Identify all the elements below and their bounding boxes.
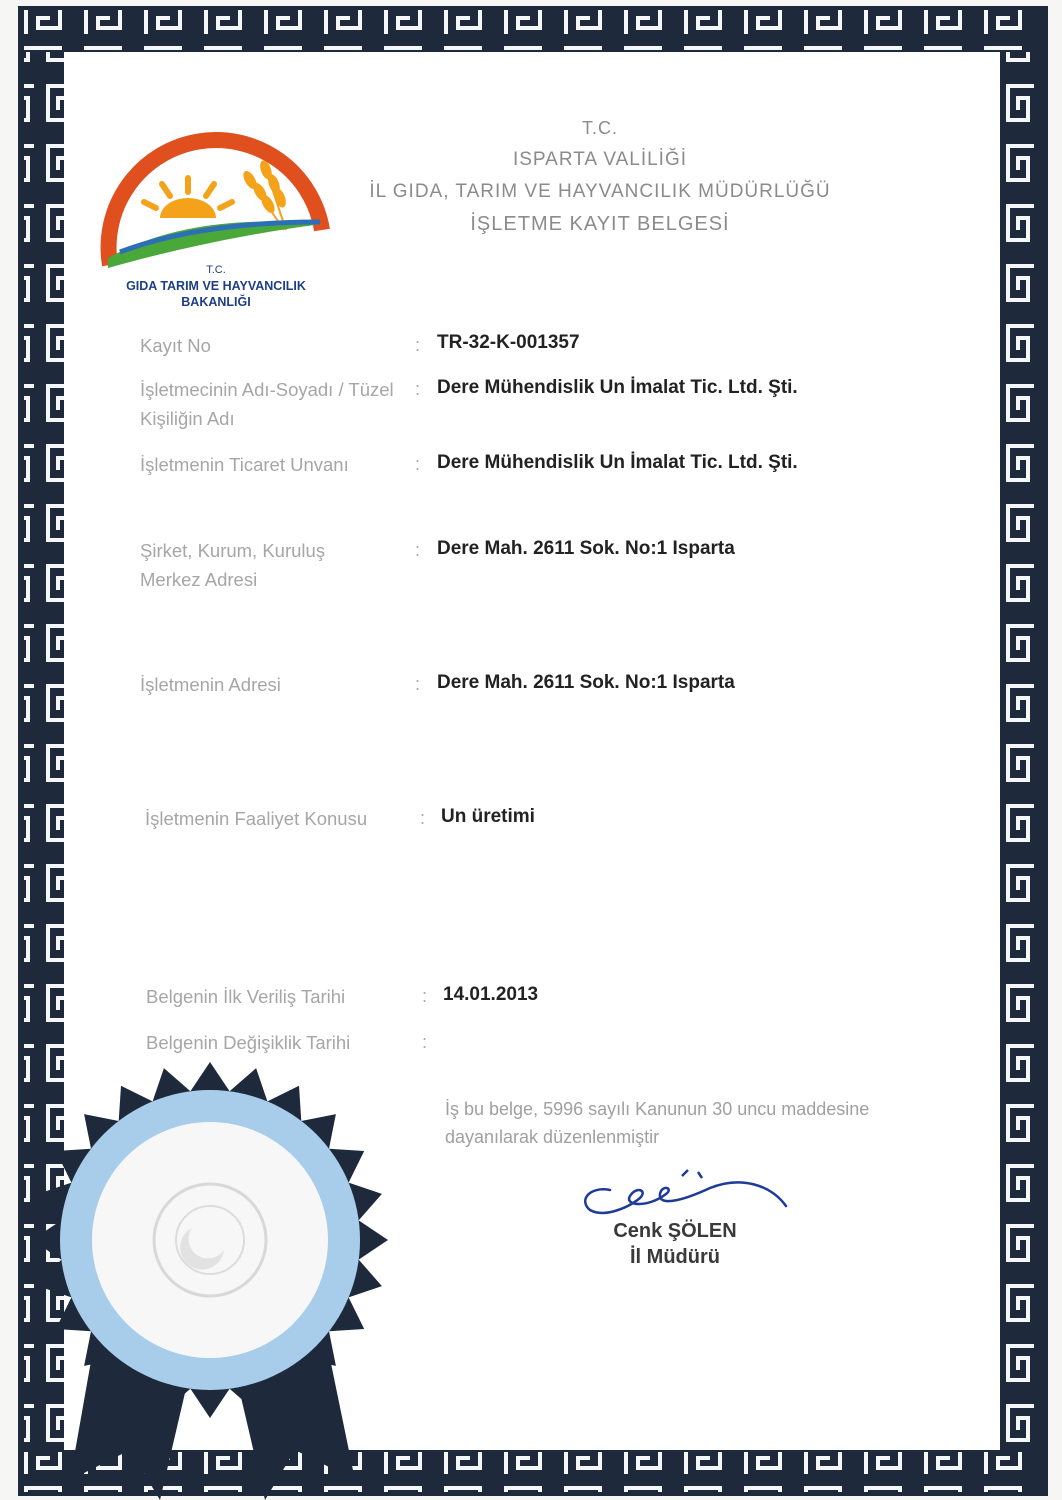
field-value-business-address: Dere Mah. 2611 Sok. No:1 Isparta	[437, 672, 735, 693]
logo-caption	[100, 262, 332, 310]
field-label-business-address: İşletmenin Adresi	[140, 674, 281, 695]
sun-icon	[144, 178, 232, 218]
header-line-1: T.C.	[581, 118, 618, 138]
document-header	[330, 112, 870, 240]
logo-org-suffix: BAKANLIĞI	[181, 295, 251, 309]
field-colon: :	[422, 1032, 428, 1052]
embossed-seal	[20, 1060, 400, 1500]
field-colon: :	[415, 540, 421, 560]
header-line-2: ISPARTA VALİLİĞİ	[512, 149, 688, 170]
field-label-first-issue-date: Belgenin İlk Veriliş Tarihi	[146, 986, 346, 1007]
field-colon: :	[415, 454, 421, 474]
field-colon: :	[415, 674, 421, 694]
signer-title: İl Müdürü	[630, 1246, 720, 1268]
field-colon: :	[415, 379, 421, 399]
signer-block	[590, 1218, 760, 1270]
field-label-head-office-address: Şirket, Kurum, Kuruluş Merkez Adresi	[140, 540, 326, 590]
field-value-registration-no: TR-32-K-001357	[437, 332, 580, 353]
signer-name: Cenk ŞÖLEN	[613, 1220, 737, 1242]
field-colon: :	[422, 986, 428, 1006]
field-value-head-office-address: Dere Mah. 2611 Sok. No:1 Isparta	[437, 538, 735, 559]
field-label-trade-name: İşletmenin Ticaret Unvanı	[140, 454, 349, 475]
logo-org-name: GIDA TARIM VE HAYVANCILIK	[126, 279, 306, 293]
document-title: İŞLETME KAYIT BELGESİ	[470, 213, 730, 235]
field-label-activity: İşletmenin Faaliyet Konusu	[145, 808, 368, 829]
field-label-operator-name: İşletmecinin Adı-Soyadı / Tüzel Kişiliğin Adı	[140, 379, 394, 429]
field-colon: :	[415, 335, 421, 355]
field-label-modification-date: Belgenin Değişiklik Tarihi	[146, 1032, 351, 1053]
field-value-operator-name: Dere Mühendislik Un İmalat Tic. Ltd. Şti.	[437, 377, 798, 398]
field-colon: :	[420, 808, 426, 828]
field-value-activity: Un üretimi	[441, 806, 535, 827]
field-value-first-issue-date: 14.01.2013	[443, 984, 539, 1005]
header-line-3: İL GIDA, TARIM VE HAYVANCILIK MÜDÜRLÜĞÜ	[369, 181, 831, 202]
rosette-icon	[32, 1062, 388, 1418]
logo-org-prefix: T.C.	[206, 264, 226, 276]
field-label-registration-no: Kayıt No	[140, 335, 211, 356]
legal-footnote: İş bu belge, 5996 sayılı Kanunun 30 uncu maddesine dayanılarak düzenlenmiştir	[445, 1099, 870, 1147]
field-value-trade-name: Dere Mühendislik Un İmalat Tic. Ltd. Şti.	[437, 452, 798, 473]
